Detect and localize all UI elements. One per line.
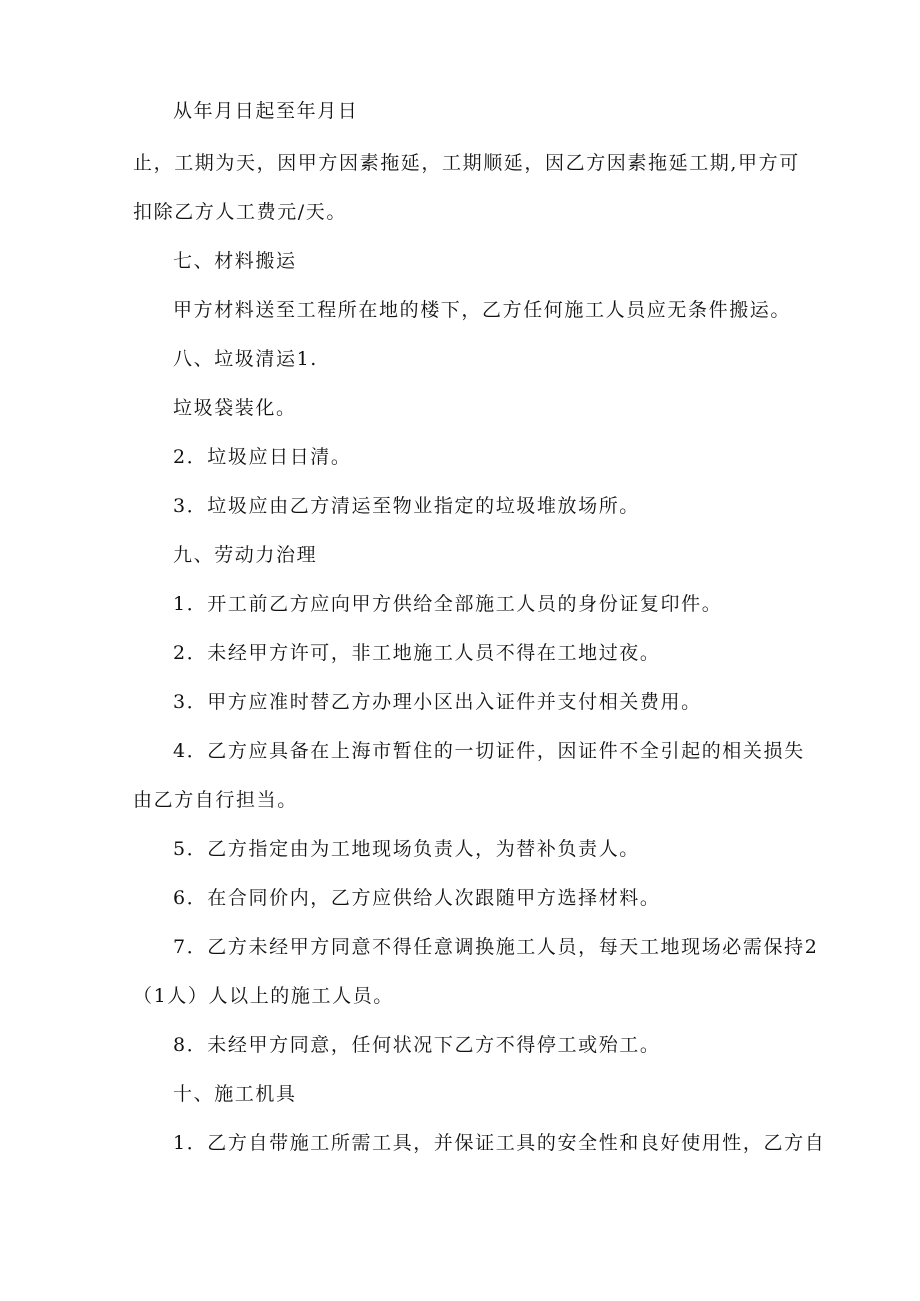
section-9-item-4-cont: 由乙方自行担当。 <box>133 789 298 811</box>
section-9-heading: 九、劳动力治理 <box>173 544 318 566</box>
section-10-item-1: 1．乙方自带施工所需工具，并保证工具的安全性和良好使用性，乙方自 <box>173 1132 826 1154</box>
section-8-item-3: 3．垃圾应由乙方清运至物业指定的垃圾堆放场所。 <box>173 495 640 517</box>
schedule-penalty-line: 扣除乙方人工费元/天。 <box>133 201 348 223</box>
section-9-item-7: 7．乙方未经甲方同意不得任意调换施工人员，每天工地现场必需保持2 <box>173 936 819 958</box>
section-9-item-4: 4．乙方应具备在上海市暂住的一切证件，因证件不全引起的相关损失 <box>173 740 805 762</box>
section-8-heading: 八、垃圾清运1. <box>173 348 318 370</box>
section-9-item-2: 2．未经甲方许可，非工地施工人员不得在工地过夜。 <box>173 642 661 664</box>
section-9-item-1: 1．开工前乙方应向甲方供给全部施工人员的身份证复印件。 <box>173 593 723 615</box>
section-10-heading: 十、施工机具 <box>173 1083 297 1105</box>
section-8-item-1: 垃圾袋装化。 <box>173 397 297 419</box>
section-7-heading: 七、材料搬运 <box>173 250 297 272</box>
section-7-text: 甲方材料送至工程所在地的楼下，乙方任何施工人员应无条件搬运。 <box>173 299 792 321</box>
section-9-item-3: 3．甲方应准时替乙方办理小区出入证件并支付相关费用。 <box>173 691 702 713</box>
section-8-item-2: 2．垃圾应日日清。 <box>173 446 352 468</box>
section-9-item-5: 5．乙方指定由为工地现场负责人，为替补负责人。 <box>173 838 640 860</box>
section-9-item-7-cont: （1人）人以上的施工人员。 <box>133 985 394 1007</box>
schedule-delay-line: 止，工期为天，因甲方因素拖延，工期顺延，因乙方因素拖延工期,甲方可 <box>133 152 800 174</box>
section-9-item-6: 6．在合同价内，乙方应供给人次跟随甲方选择材料。 <box>173 887 661 909</box>
section-9-item-8: 8．未经甲方同意，任何状况下乙方不得停工或殆工。 <box>173 1034 661 1056</box>
schedule-period-line: 从年月日起至年月日 <box>173 100 359 122</box>
